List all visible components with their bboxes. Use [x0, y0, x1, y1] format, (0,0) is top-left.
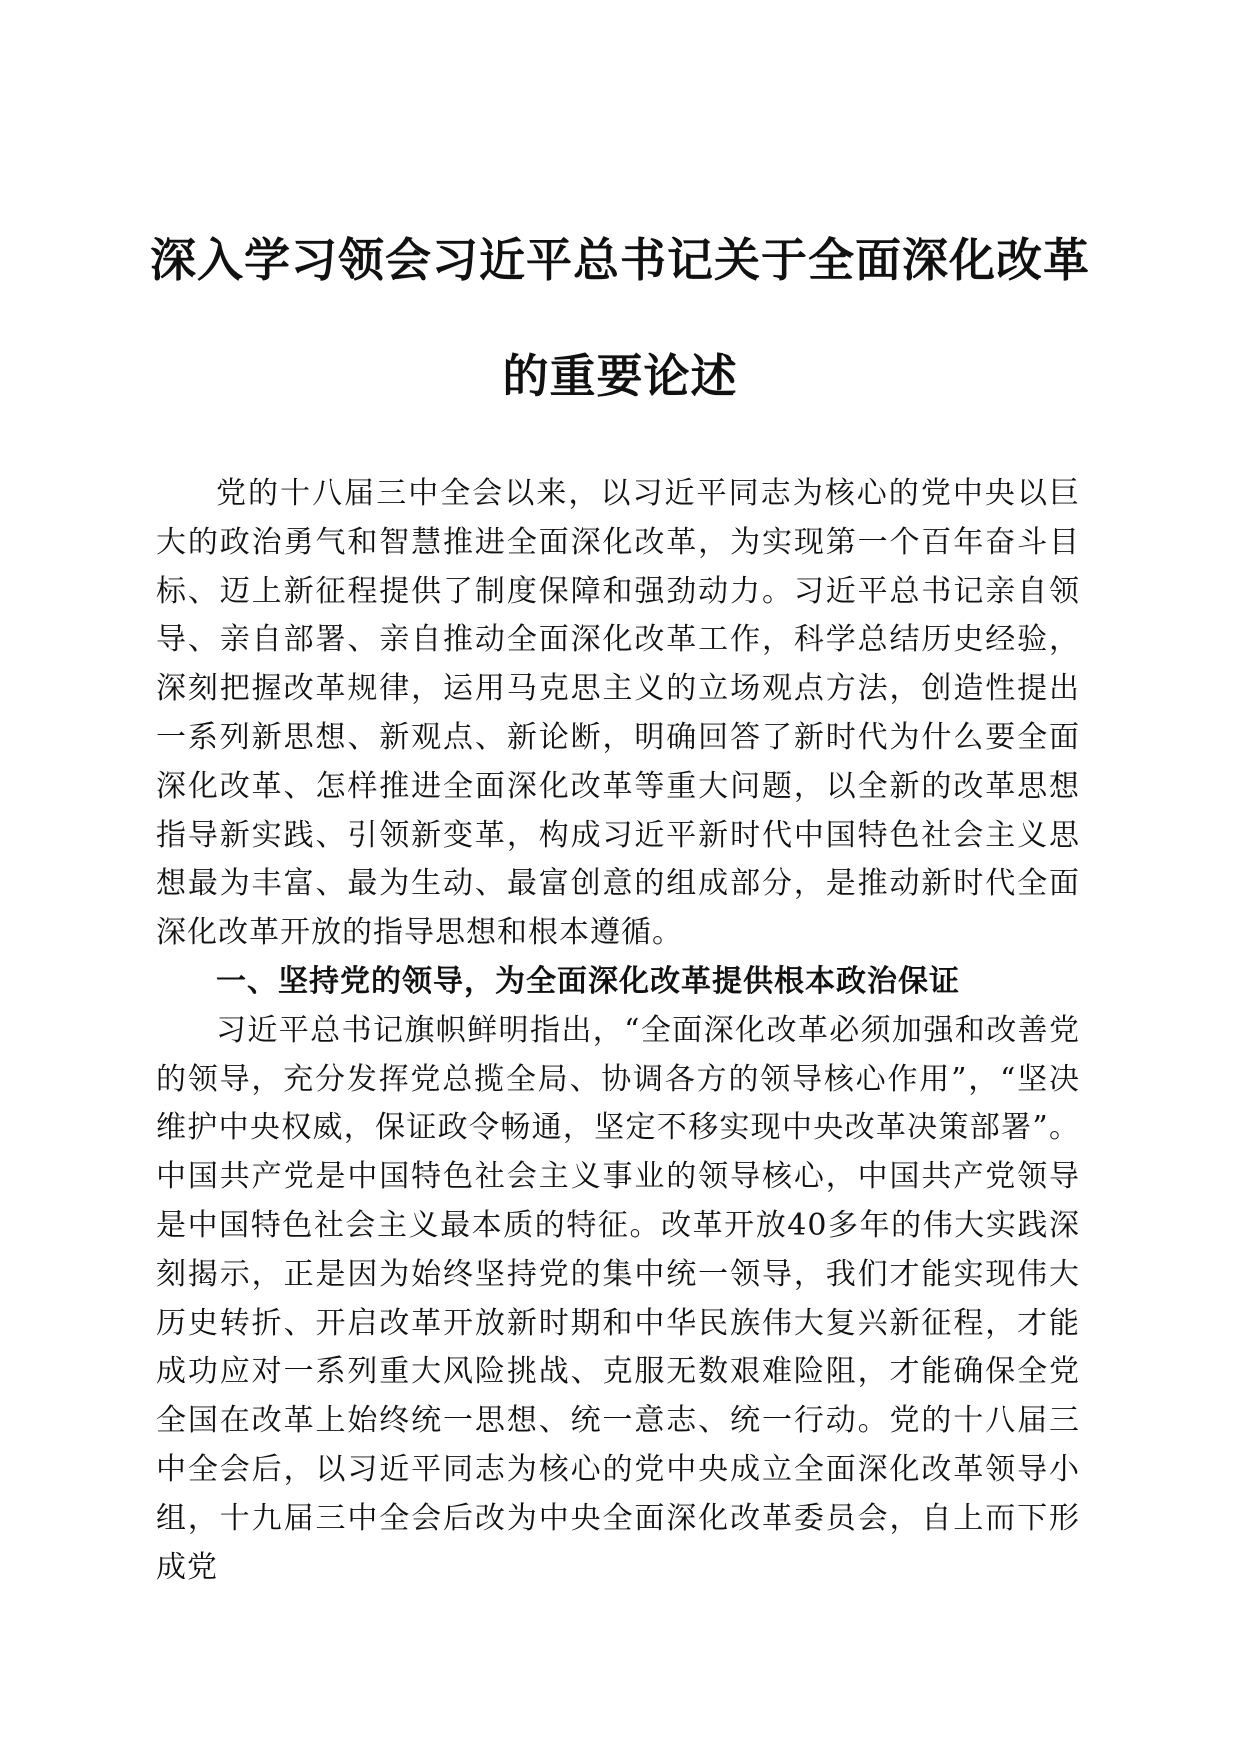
section-1-paragraph: 习近平总书记旗帜鲜明指出，“全面深化改革必须加强和改善党的领导，充分发挥党总揽全局、协调各方的领导核心作用”，“坚决维护中央权威，保证政令畅通，坚定不移实现中央改革决策部署”。中国共产党是中国特色社会主义事业的领导核心，中国共产党领导是中国特色社会主义最本质的特征。改革开放40多年的伟大实践深刻揭示，正是因为始终坚持党的集中统一领导，我们才能实现伟大历史转折、开启改革开放新时期和中华民族伟大复兴新征程，才能成功应对一系列重大风险挑战、克服无数艰难险阻，才能确保全党全国在改革上始终统一思想、统一意志、统一行动。党的十八届三中全会后，以习近平同志为核心的党中央成立全面深化改革领导小组，十九届三中全会后改为中央全面深化改革委员会，自上而下形成党 [156, 1012, 1080, 1585]
section-heading-1: 一、坚持党的领导，为全面深化改革提供根本政治保证 [216, 963, 960, 999]
document-title-line-1: 深入学习领会习近平总书记关于全面深化改革 [150, 233, 1090, 287]
document-title-line-2: 的重要论述 [502, 349, 738, 403]
document-body [156, 470, 1080, 1592]
intro-paragraph: 党的十八届三中全会以来，以习近平同志为核心的党中央以巨大的政治勇气和智慧推进全面深化改革，为实现第一个百年奋斗目标、迈上新征程提供了制度保障和强劲动力。习近平总书记亲自领导、亲自部署、亲自推动全面深化改革工作，科学总结历史经验，深刻把握改革规律，运用马克思主义的立场观点方法，创造性提出一系列新思想、新观点、新论断，明确回答了新时代为什么要全面深化改革、怎样推进全面深化改革等重大问题，以全新的改革思想指导新实践、引领新变革，构成习近平新时代中国特色社会主义思想最为丰富、最为生动、最富创意的组成部分，是推动新时代全面深化改革开放的指导思想和根本遵循。 [156, 476, 1080, 951]
